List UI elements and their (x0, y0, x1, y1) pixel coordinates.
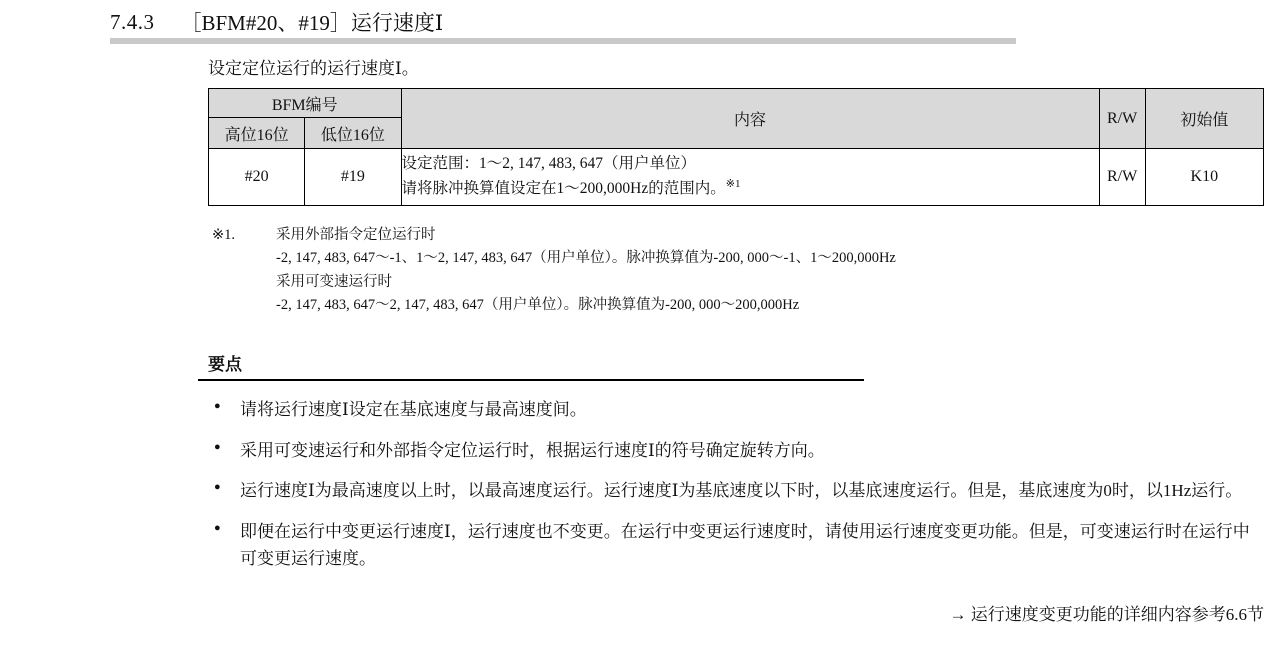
footnote-line: -2, 147, 483, 647～-1、1～2, 147, 483, 647（用户单位）。脉冲换算值为-200, 000～-1、1～200,000Hz (276, 250, 896, 267)
content-line-1: 设定范围：1～2, 147, 483, 647（用户单位） (401, 155, 697, 173)
footnote-line: 采用外部指令定位运行时 (276, 227, 436, 243)
footnote-label: ※1. (212, 227, 236, 243)
cell-content (401, 149, 1099, 206)
footnote-line: -2, 147, 483, 647～2, 147, 483, 647（用户单位）。脉冲换算值为-200, 000～200,000Hz (276, 297, 800, 314)
cell-rw: R/W (1099, 149, 1145, 206)
keypoints-title: 要点 (208, 355, 242, 374)
column-header-high-16bit: 高位16位 (209, 118, 305, 149)
column-header-content: 内容 (401, 89, 1099, 149)
keypoints-divider (198, 379, 864, 381)
column-header-low-16bit: 低位16位 (305, 118, 401, 149)
list-item: ● 请将运行速度Ⅰ设定在基底速度与最高速度间。 (208, 396, 1254, 424)
column-header-bfm-group: BFM编号 (209, 89, 402, 118)
bfm-table (208, 88, 1264, 206)
list-item: ● 采用可变速运行和外部指令定位运行时，根据运行速度Ⅰ的符号确定旋转方向。 (208, 437, 1254, 465)
intro-text: 设定定位运行的运行速度Ⅰ。 (208, 59, 419, 78)
footnote-marker: ※1 (725, 178, 741, 191)
heading-divider (110, 38, 1016, 44)
cross-reference-note: → 运行速度变更功能的详细内容参考6.6节 (949, 605, 1264, 624)
keypoints-list (208, 396, 1254, 586)
footnote-block (212, 224, 896, 318)
list-item: ● 运行速度Ⅰ为最高速度以上时，以最高速度运行。运行速度Ⅰ为基底速度以下时，以基底速度运行。但是，基底速度为0时，以1Hz运行。 (208, 477, 1254, 505)
content-line-2 (402, 176, 1099, 201)
cell-low-16bit: #19 (305, 149, 401, 206)
page-title: ［BFM#20、#19］运行速度Ⅰ (180, 11, 444, 35)
column-header-initial-value: 初始值 (1145, 89, 1263, 149)
cell-initial-value: K10 (1145, 149, 1263, 206)
heading-number: 7.4.3 (110, 9, 155, 34)
table-row (209, 149, 1264, 206)
list-item: ● 即便在运行中变更运行速度Ⅰ，运行速度也不变更。在运行中变更运行速度时，请使用运行速度变更功能。但是，可变速运行时在运行中可变更运行速度。 (208, 518, 1254, 573)
footnote-line: 采用可变速运行时 (276, 273, 392, 290)
column-header-rw: R/W (1099, 89, 1145, 149)
table-header-row-1 (209, 89, 1264, 118)
content-line-2-text: 请将脉冲换算值设定在1～200,000Hz的范围内。 (401, 180, 726, 198)
cell-high-16bit: #20 (209, 149, 305, 206)
